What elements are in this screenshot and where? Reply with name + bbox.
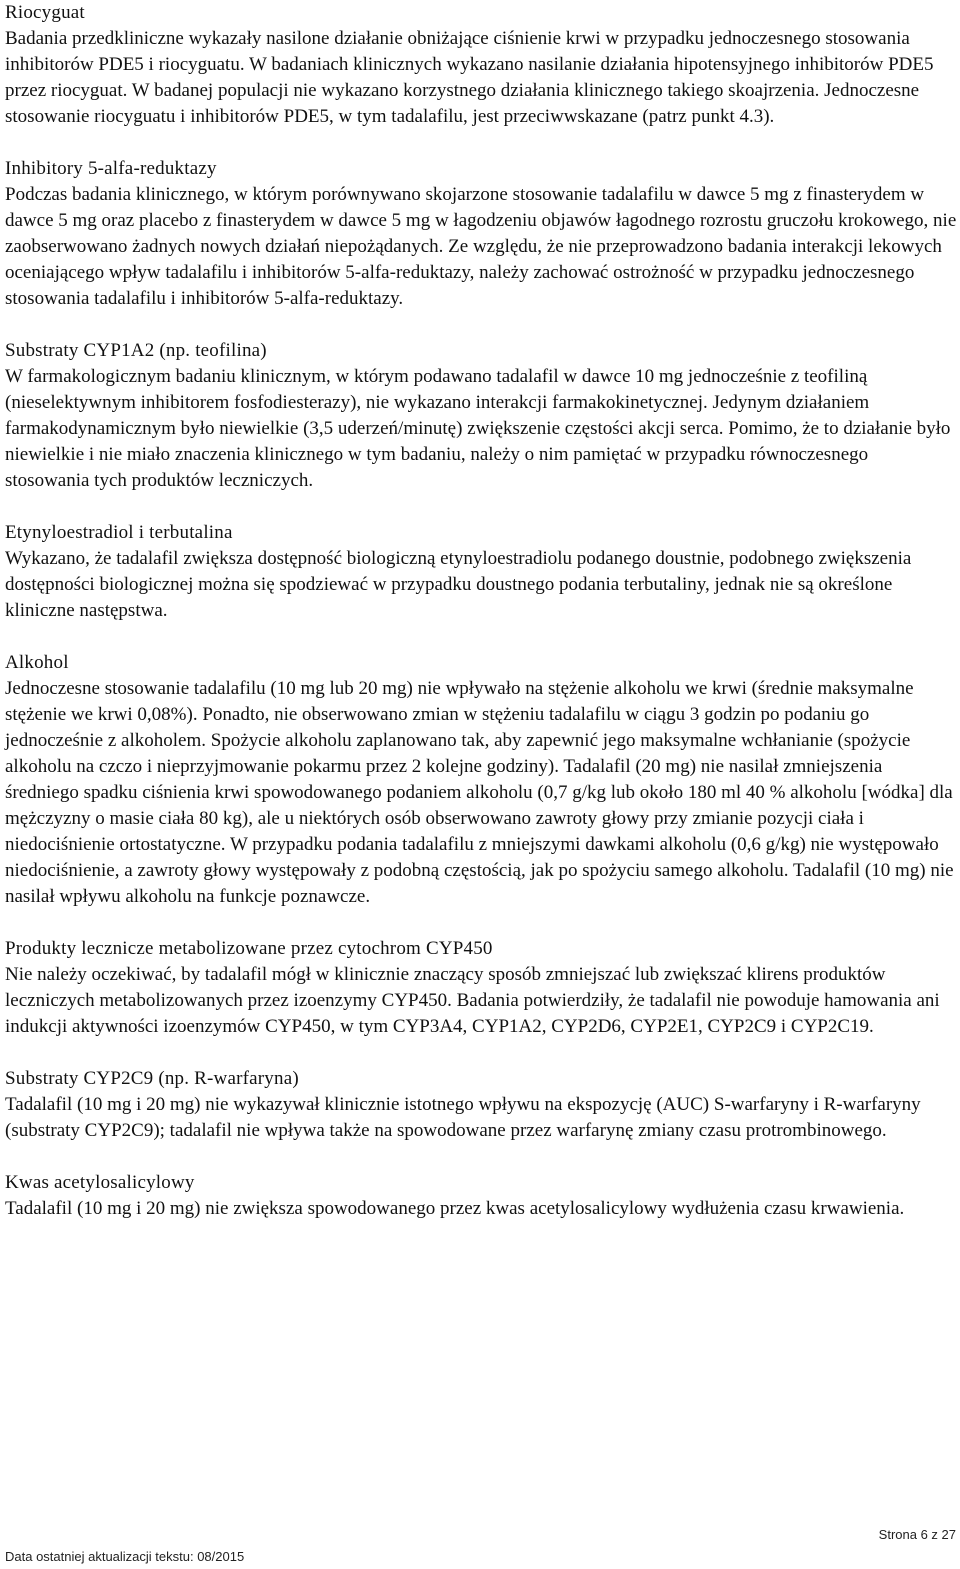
section-paragraph: Podczas badania klinicznego, w którym porównywano skojarzone stosowanie tadalafilu w dawce 5 mg z finasterydem w dawce 5 mg oraz placebo z finasterydem w dawce 5 mg w łagodzeniu objawów łagodnego rozrostu gruczołu krokowego, nie zaobserwowano żadnych nowych działań niepożądanych. Ze względu, że nie przeprowadzono badania interakcji lekowych oceniającego wpływ tadalafilu i inhibitorów 5-alfa-reduktazy, należy zachować ostrożność w przypadku jednoczesnego stosowania tadalafilu i inhibitorów 5-alfa-reduktazy. (5, 184, 957, 309)
section-cyp450-metabolized-drugs (5, 936, 957, 1040)
section-acetylsalicylic-acid (5, 1170, 957, 1222)
section-cyp1a2-substrates (5, 338, 957, 494)
section-5-alpha-reductase-inhibitors (5, 156, 957, 312)
section-paragraph: W farmakologicznym badaniu klinicznym, w którym podawano tadalafil w dawce 10 mg jednocześnie z teofiliną (nieselektywnym inhibitorem fosfodiesterazy), nie wykazano interakcji farmakokinetycznej. Jedynym działaniem farmakodynamicznym było niewielkie (3,5 uderzeń/minutę) zwiększenie częstości akcji serca. Pomimo, że to działanie było niewielkie i nie miało znaczenia klinicznego w tym badaniu, należy o nim pamiętać w przypadku równoczesnego stosowania tych produktów leczniczych. (5, 366, 951, 491)
page-number: Strona 6 z 27 (878, 1527, 956, 1542)
document-page (5, 0, 957, 1248)
section-riocyguat (5, 0, 957, 130)
section-heading: Kwas acetylosalicylowy (5, 1172, 195, 1193)
section-paragraph: Wykazano, że tadalafil zwiększa dostępność biologiczną etynyloestradiolu podanego doustnie, podobnego zwiększenia dostępności biologicznej można się spodziewać w przypadku doustnego podania terbutaliny, jednak nie są określone kliniczne następstwa. (5, 548, 912, 621)
update-date: Data ostatniej aktualizacji tekstu: 08/2015 (5, 1549, 245, 1564)
section-heading: Riocyguat (5, 2, 85, 23)
section-heading: Inhibitory 5-alfa-reduktazy (5, 158, 217, 179)
section-heading: Alkohol (5, 652, 69, 673)
section-alcohol (5, 650, 957, 910)
section-ethinylestradiol-terbutaline (5, 520, 957, 624)
section-paragraph: Tadalafil (10 mg i 20 mg) nie zwiększa spowodowanego przez kwas acetylosalicylowy wydłużenia czasu krwawienia. (5, 1198, 905, 1219)
section-paragraph: Nie należy oczekiwać, by tadalafil mógł w klinicznie znaczący sposób zmniejszać lub zwiększać klirens produktów leczniczych metabolizowanych przez izoenzymy CYP450. Badania potwierdziły, że tadalafil nie powoduje hamowania ani indukcji aktywności izoenzymów CYP450, w tym CYP3A4, CYP1A2, CYP2D6, CYP2E1, CYP2C9 i CYP2C19. (5, 964, 940, 1037)
section-heading: Etynyloestradiol i terbutalina (5, 522, 233, 543)
section-paragraph: Tadalafil (10 mg i 20 mg) nie wykazywał klinicznie istotnego wpływu na ekspozycję (AUC) S-warfaryny i R-warfaryny (substraty CYP2C9); tadalafil nie wpływa także na spowodowane przez warfarynę zmiany czasu protrombinowego. (5, 1094, 921, 1141)
section-cyp2c9-substrates (5, 1066, 957, 1144)
section-paragraph: Badania przedkliniczne wykazały nasilone działanie obniżające ciśnienie krwi w przypadku jednoczesnego stosowania inhibitorów PDE5 i riocyguatu. W badaniach klinicznych wykazano nasilanie działania hipotensyjnego inhibitorów PDE5 przez riocyguat. W badanej populacji nie wykazano korzystnego działania klinicznego takiego skoajrzenia. Jednoczesne stosowanie riocyguatu i inhibitorów PDE5, w tym tadalafilu, jest przeciwwskazane (patrz punkt 4.3). (5, 28, 934, 127)
section-heading: Produkty lecznicze metabolizowane przez cytochrom CYP450 (5, 938, 493, 959)
section-heading: Substraty CYP2C9 (np. R-warfaryna) (5, 1068, 299, 1089)
section-heading: Substraty CYP1A2 (np. teofilina) (5, 340, 267, 361)
section-paragraph: Jednoczesne stosowanie tadalafilu (10 mg lub 20 mg) nie wpływało na stężenie alkoholu we krwi (średnie maksymalne stężenie we krwi 0,08%). Ponadto, nie obserwowano zmian w stężeniu tadalafilu w ciągu 3 godzin po podaniu go jednocześnie z alkoholem. Spożycie alkoholu zaplanowano tak, aby zapewnić jego maksymalne wchłanianie (spożycie alkoholu na czczo i nieprzyjmowanie pokarmu przez 2 kolejne godziny). Tadalafil (20 mg) nie nasilał zmniejszenia średniego spadku ciśnienia krwi spowodowanego podaniem alkoholu (0,7 g/kg lub około 180 ml 40 % alkoholu [wódka] dla mężczyzny o masie ciała 80 kg), ale u niektórych osób obserwowano zawroty głowy przy zmianie pozycji ciała i niedociśnienie ortostatyczne. W przypadku podania tadalafilu z mniejszymi dawkami alkoholu (0,6 g/kg) nie występowało niedociśnienie, a zawroty głowy występowały z podobną częstością, jak po spożyciu samego alkoholu. Tadalafil (10 mg) nie nasilał wpływu alkoholu na funkcje poznawcze. (5, 678, 954, 907)
